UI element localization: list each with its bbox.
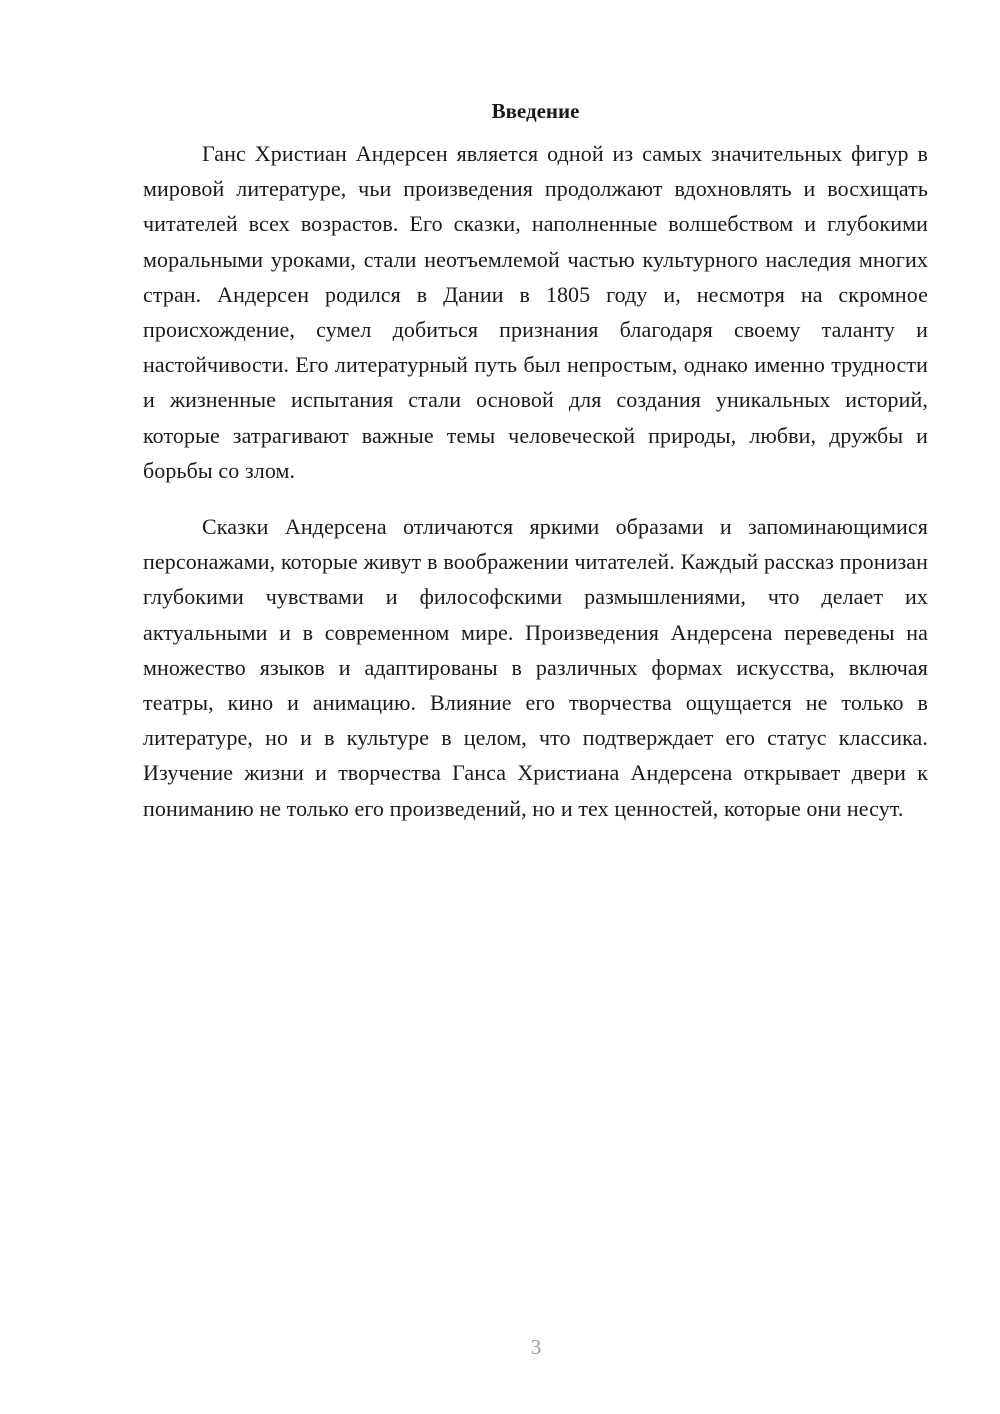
page-number: 3 — [530, 1335, 542, 1359]
paragraph-1: Ганс Христиан Андерсен является одной из самых значительных фигур в мировой литературе, чьи произведения продолжают вдохновлять и восхищать читателей всех возрастов. Его сказки, наполненные волшебством и глубокими моральными уроками, стали неотъемлемой частью культурного наследия многих стран. Андерсен родился в Дании в 1805 году и, несмотря на скромное происхождение, сумел добиться признания благодаря своему таланту и настойчивости. Его литературный путь был непростым, однако именно трудности и жизненные испытания стали основой для создания уникальных историй, которые затрагивают важные темы человеческой природы, любви, дружбы и борьбы со злом. — [143, 141, 928, 483]
section-title: Введение — [491, 99, 580, 123]
page-content — [143, 96, 928, 847]
paragraph-2: Сказки Андерсена отличаются яркими образами и запоминающимися персонажами, которые живут в воображении читателей. Каждый рассказ пронизан глубокими чувствами и философскими размышлениями, что делает их актуальными и в современном мире. Произведения Андерсена переведены на множество языков и адаптированы в различных формах искусства, включая театры, кино и анимацию. Влияние его творчества ощущается не только в литературе, но и в культуре в целом, что подтверждает его статус классика. Изучение жизни и творчества Ганса Христиана Андерсена открывает двери к пониманию не только его произведений, но и тех ценностей, которые они несут. — [143, 514, 928, 821]
